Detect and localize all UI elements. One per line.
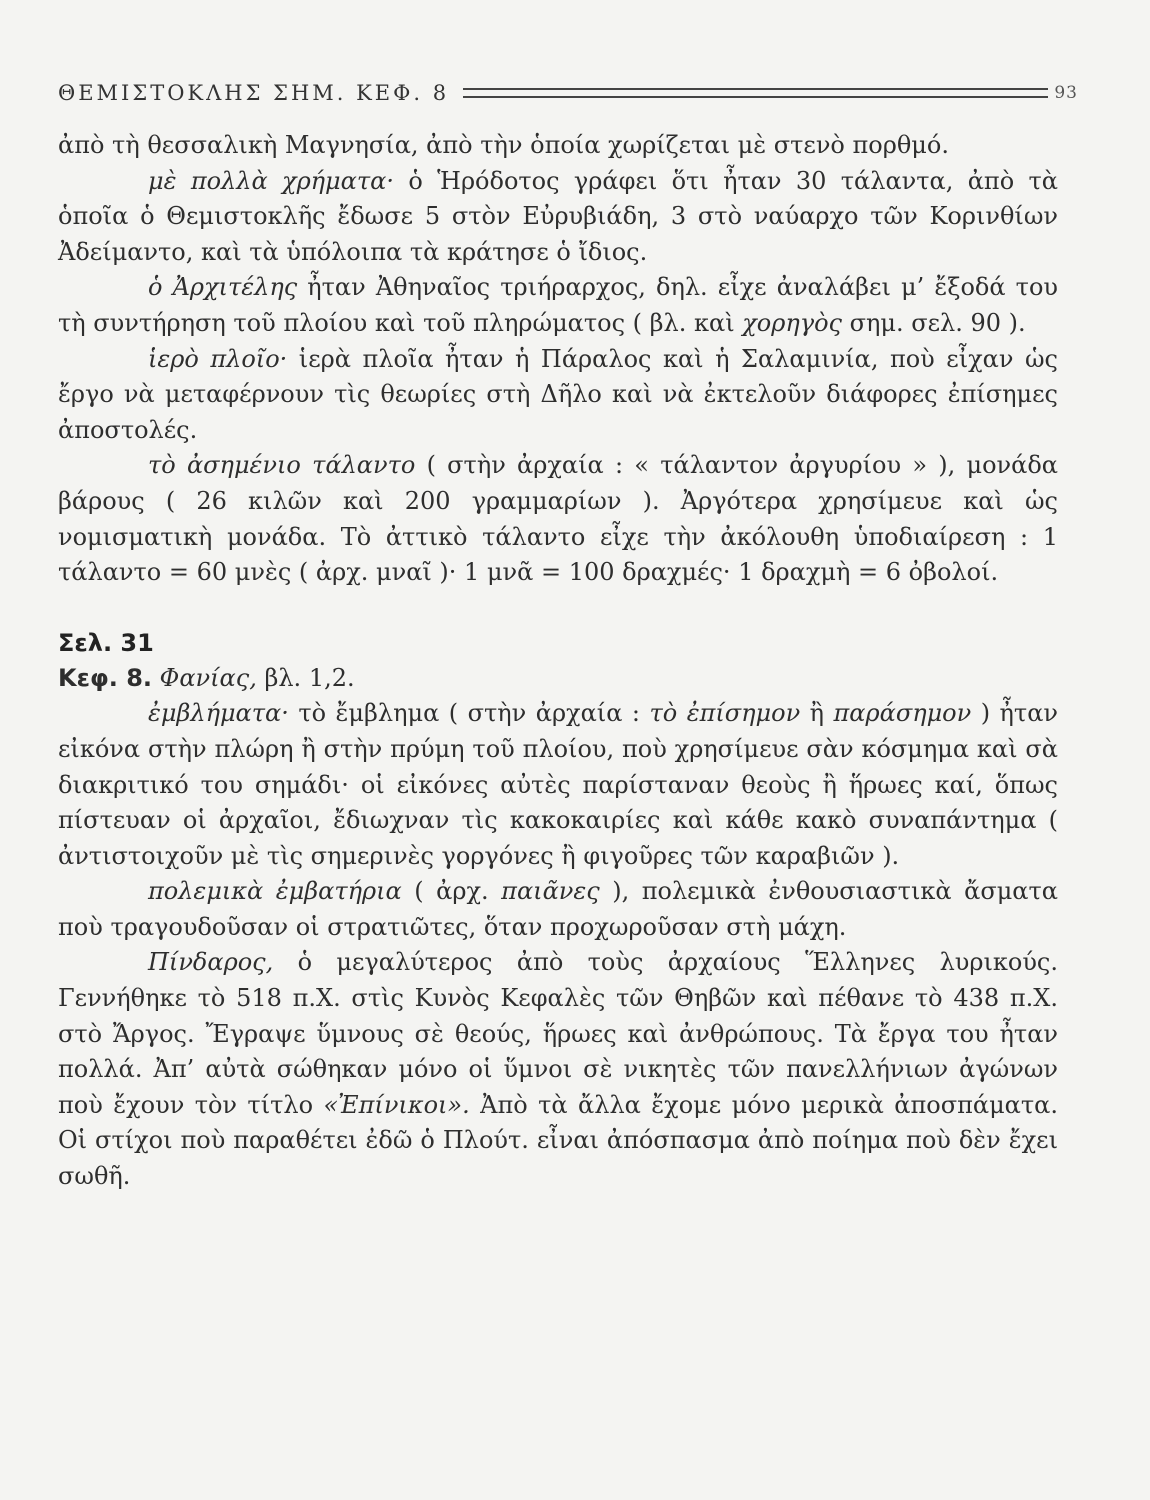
note-paragraph — [58, 874, 1058, 945]
work-title: «Ἐπίνικοι». — [323, 1090, 470, 1119]
note-paragraph — [58, 270, 1058, 341]
note-term: παιᾶνες — [501, 877, 600, 906]
note-text: βλ. 1,2. — [256, 663, 355, 692]
note-text: ἦταν Ἀθηναῖος τριήραρχος, δηλ. εἶχε ἀναλάβει μ’ ἔξοδά του τὴ συντήρηση τοῦ πλοίου καὶ τοῦ πληρώματος ( βλ. καὶ — [58, 273, 1058, 337]
note-text: σημ. σελ. 90 ). — [841, 308, 1026, 337]
note-text: ), πολεμικὰ ἐνθουσιαστικὰ ἄσματα ποὺ τραγουδοῦσαν οἱ στρατιῶτες, ὅταν προχωροῦσαν στὴ μάχη. — [58, 877, 1058, 941]
page-body — [58, 128, 1058, 1195]
note-paragraph — [58, 342, 1058, 449]
running-title: ΘΕΜΙΣΤΟΚΛΗΣ ΣΗΜ. ΚΕΦ. 8 — [58, 81, 450, 105]
note-term: ὁ Ἀρχιτέλης — [148, 273, 298, 302]
header-double-rule — [463, 88, 1048, 98]
note-paragraph — [58, 696, 1058, 874]
note-reference: χορηγὸς — [742, 308, 842, 337]
note-term: ἱερὸ πλοῖο· — [148, 344, 288, 373]
section-heading: Σελ. 31 — [58, 628, 154, 657]
note-paragraph — [58, 128, 1058, 164]
note-term: τὸ ἐπίσημον — [649, 699, 801, 728]
note-paragraph — [58, 164, 1058, 271]
note-term: ἐμβλήματα· — [148, 699, 289, 728]
note-term: παράσημον — [833, 699, 972, 728]
note-text: ( ἀρχ. — [401, 877, 502, 906]
chapter-label: Κεφ. 8. — [58, 663, 153, 692]
note-text: ) ἦταν εἰκόνα στὴν πλώρη ἢ στὴν πρύμη τοῦ πλοίου, ποὺ χρησίμευε σὰν κόσμημα καὶ σὰ διακριτικό του σημάδι· οἱ εἰκόνες αὐτὲς παρίσταναν θεοὺς ἢ ἥρωες καί, ὅπως πίστευαν οἱ ἀρχαῖοι, ἔδιωχναν τὶς κακοκαιρίες καὶ κάθε κακὸ συναπάντημα ( ἀντιστοιχοῦν μὲ τὶς σημερινὲς γοργόνες ἢ φιγοῦρες τῶν καραβιῶν ). — [58, 699, 1059, 870]
note-paragraph — [58, 448, 1058, 590]
note-text: ὁ μεγαλύτερος ἀπὸ τοὺς ἀρχαίους Ἕλληνες λυρικούς. Γεννήθηκε τὸ 518 π.Χ. στὶς Κυνὸς Κεφαλὲς τῶν Θηβῶν καὶ πέθανε τὸ 438 π.Χ. στὸ Ἄργος. Ἔγραψε ὕμνους σὲ θεούς, ἥρωες καὶ ἀνθρώπους. Τὰ ἔργα του ἦταν πολλά. Ἀπ’ αὐτὰ σώθηκαν μόνο οἱ ὕμνοι σὲ νικητὲς τῶν πανελλήνιων ἀγώνων ποὺ ἔχουν τὸν τίτλο — [58, 948, 1058, 1119]
note-text: ἱερὰ πλοῖα ἦταν ἡ Πάραλος καὶ ἡ Σαλαμινία, ποὺ εἶχαν ὡς ἔργο νὰ μεταφέρνουν τὶς θεωρίες στὴ Δῆλο καὶ νὰ ἐκτελοῦν διάφορες ἐπίσημες ἀποστολές. — [58, 344, 1058, 444]
note-text: τὸ ἔμβλημα ( στὴν ἀρχαία : — [288, 699, 650, 728]
note-paragraph — [58, 945, 1058, 1194]
note-text: ἀπὸ τὴ θεσσαλικὴ Μαγνησία, ἀπὸ τὴν ὁποία χωρίζεται μὲ στενὸ πορθμό. — [58, 131, 949, 159]
running-header — [58, 78, 1078, 108]
note-text: ἢ — [800, 699, 834, 728]
note-text: Ἀπὸ τὰ ἄλλα ἔχομε μόνο μερικὰ ἀποσπάματα. Οἱ στίχοι ποὺ παραθέτει ἐδῶ ὁ Πλούτ. εἶναι ἀπόσπασμα ἀπὸ ποίημα ποὺ δὲν ἔχει σωθῆ. — [58, 1090, 1058, 1191]
note-text: ὁ Ἡρόδοτος γράφει ὅτι ἦταν 30 τάλαντα, ἀπὸ τὰ ὁποῖα ὁ Θεμιστοκλῆς ἔδωσε 5 στὸν Εὐρυβιάδη, 3 στὸ ναύαρχο τῶν Κορινθίων Ἀδείμαντο, καὶ τὰ ὑπόλοιπα τὰ κράτησε ὁ ἴδιος. — [58, 166, 1058, 266]
note-term: μὲ πολλὰ χρήματα· — [148, 166, 394, 195]
note-term: Φανίας, — [159, 663, 257, 692]
note-text: ( στὴν ἀρχαία : « τάλαντον ἀργυρίου » ), μονάδα βάρους ( 26 κιλῶν καὶ 200 γραμμαρίων ). Ἀργότερα χρησίμευε καὶ ὡς νομισματικὴ μονάδα. Τὸ ἀττικὸ τάλαντο εἶχε τὴν ἀκόλουθη ὑποδιαίρεση : 1 τάλαντο = 60 μνὲς ( ἀρχ. μναῖ )· 1 μνᾶ = 100 δραχμές· 1 δραχμὴ = 6 ὀβολοί. — [58, 451, 1058, 587]
page-number: 93 — [1054, 83, 1078, 103]
note-term: πολεμικὰ ἐμβατήρια — [148, 877, 402, 906]
note-term: Πίνδαρος, — [148, 948, 274, 977]
note-term: τὸ ἀσημένιο τάλαντο — [148, 451, 416, 480]
chapter-line — [58, 661, 1058, 697]
